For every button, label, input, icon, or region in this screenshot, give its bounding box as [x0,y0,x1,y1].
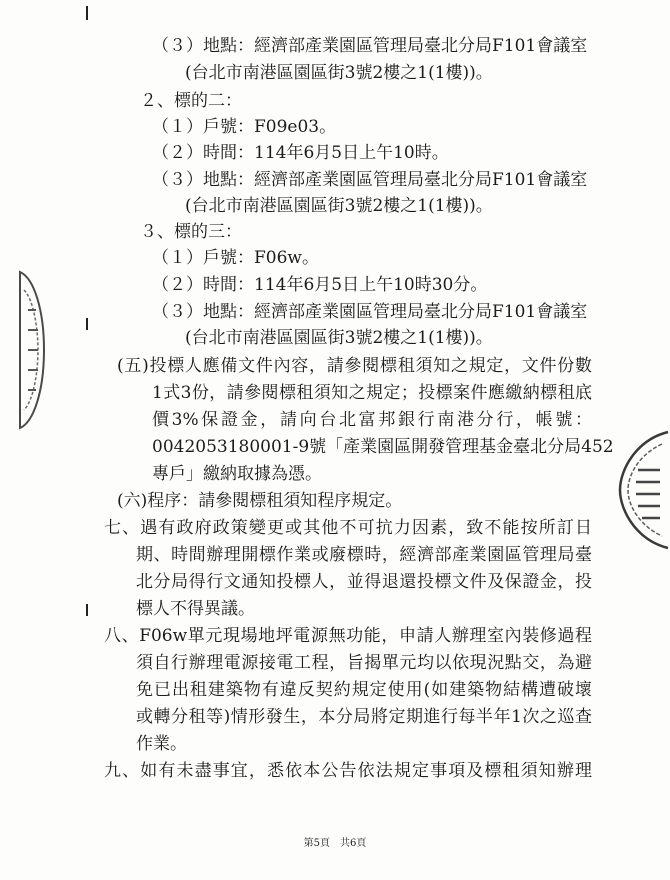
text-line: （３）地點：經濟部產業園區管理局臺北分局F101會議室 [152,302,588,322]
text-line: 1式3份，請參閱標租須知之規定；投標案件應繳納標租底 [152,383,592,403]
page-number-footer: 第5頁 共6頁 [303,838,367,849]
margin-tick-mark [86,604,88,616]
text-line: (台北市南港區園區街3號2樓之1(1樓))。 [185,328,493,348]
text-line: ３、標的三： [140,222,242,242]
text-line: 標人不得異議。 [136,599,255,619]
left-seal-stamp [18,270,46,430]
text-line: （２）時間：114年6月5日上午10時。 [152,143,449,163]
text-line: 專戶」繳納取據為憑。 [152,464,322,484]
text-line: 價3%保證金，請向台北富邦銀行南港分行，帳號： [152,410,592,430]
text-line: （３）地點：經濟部產業園區管理局臺北分局F101會議室 [152,36,588,56]
margin-tick-mark [86,318,88,330]
text-line: 或轉分租等)情形發生，本分局將定期進行每半年1次之巡查 [136,707,592,727]
text-line: (台北市南港區園區街3號2樓之1(1樓))。 [185,196,493,216]
text-line: ２、標的二： [140,91,242,111]
text-line: (台北市南港區園區街3號2樓之1(1樓))。 [185,63,493,83]
text-line: （２）時間：114年6月5日上午10時30分。 [152,275,488,295]
text-line: (六)程序：請參閱標租須知程序規定。 [117,491,403,511]
text-line: （３）地點：經濟部產業園區管理局臺北分局F101會議室 [152,170,588,190]
text-line: 免已出租建築物有違反契約規定使用(如建築物結構遭破壞 [136,680,592,700]
text-line: （１）戶號：F09e03。 [152,117,337,137]
text-line: 作業。 [136,734,187,754]
text-line: 北分局得行文通知投標人，並得退還投標文件及保證金，投 [136,572,592,592]
text-line: 九、如有未盡事宜，悉依本公告依法規定事項及標租須知辦理 [104,761,592,781]
text-line: 七、遇有政府政策變更或其他不可抗力因素，致不能按所訂日 [104,518,592,538]
text-line: 八、F06w單元現場地坪電源無功能，申請人辦理室內裝修過程 [104,626,592,646]
text-line: (五)投標人應備文件內容，請參閱標租須知之規定，文件份數 [117,356,592,376]
text-line: （１）戶號：F06w。 [152,248,319,268]
text-line: 期、時間辦理開標作業或廢標時，經濟部產業園區管理局臺 [136,545,592,565]
text-line: 須自行辦理電源接電工程，旨揭單元均以依現況點交，為避 [136,653,592,673]
right-seal-stamp [616,430,670,550]
text-line: 0042053180001-9號「產業園區開發管理基金臺北分局452 [152,437,614,457]
margin-tick-mark [86,6,88,20]
